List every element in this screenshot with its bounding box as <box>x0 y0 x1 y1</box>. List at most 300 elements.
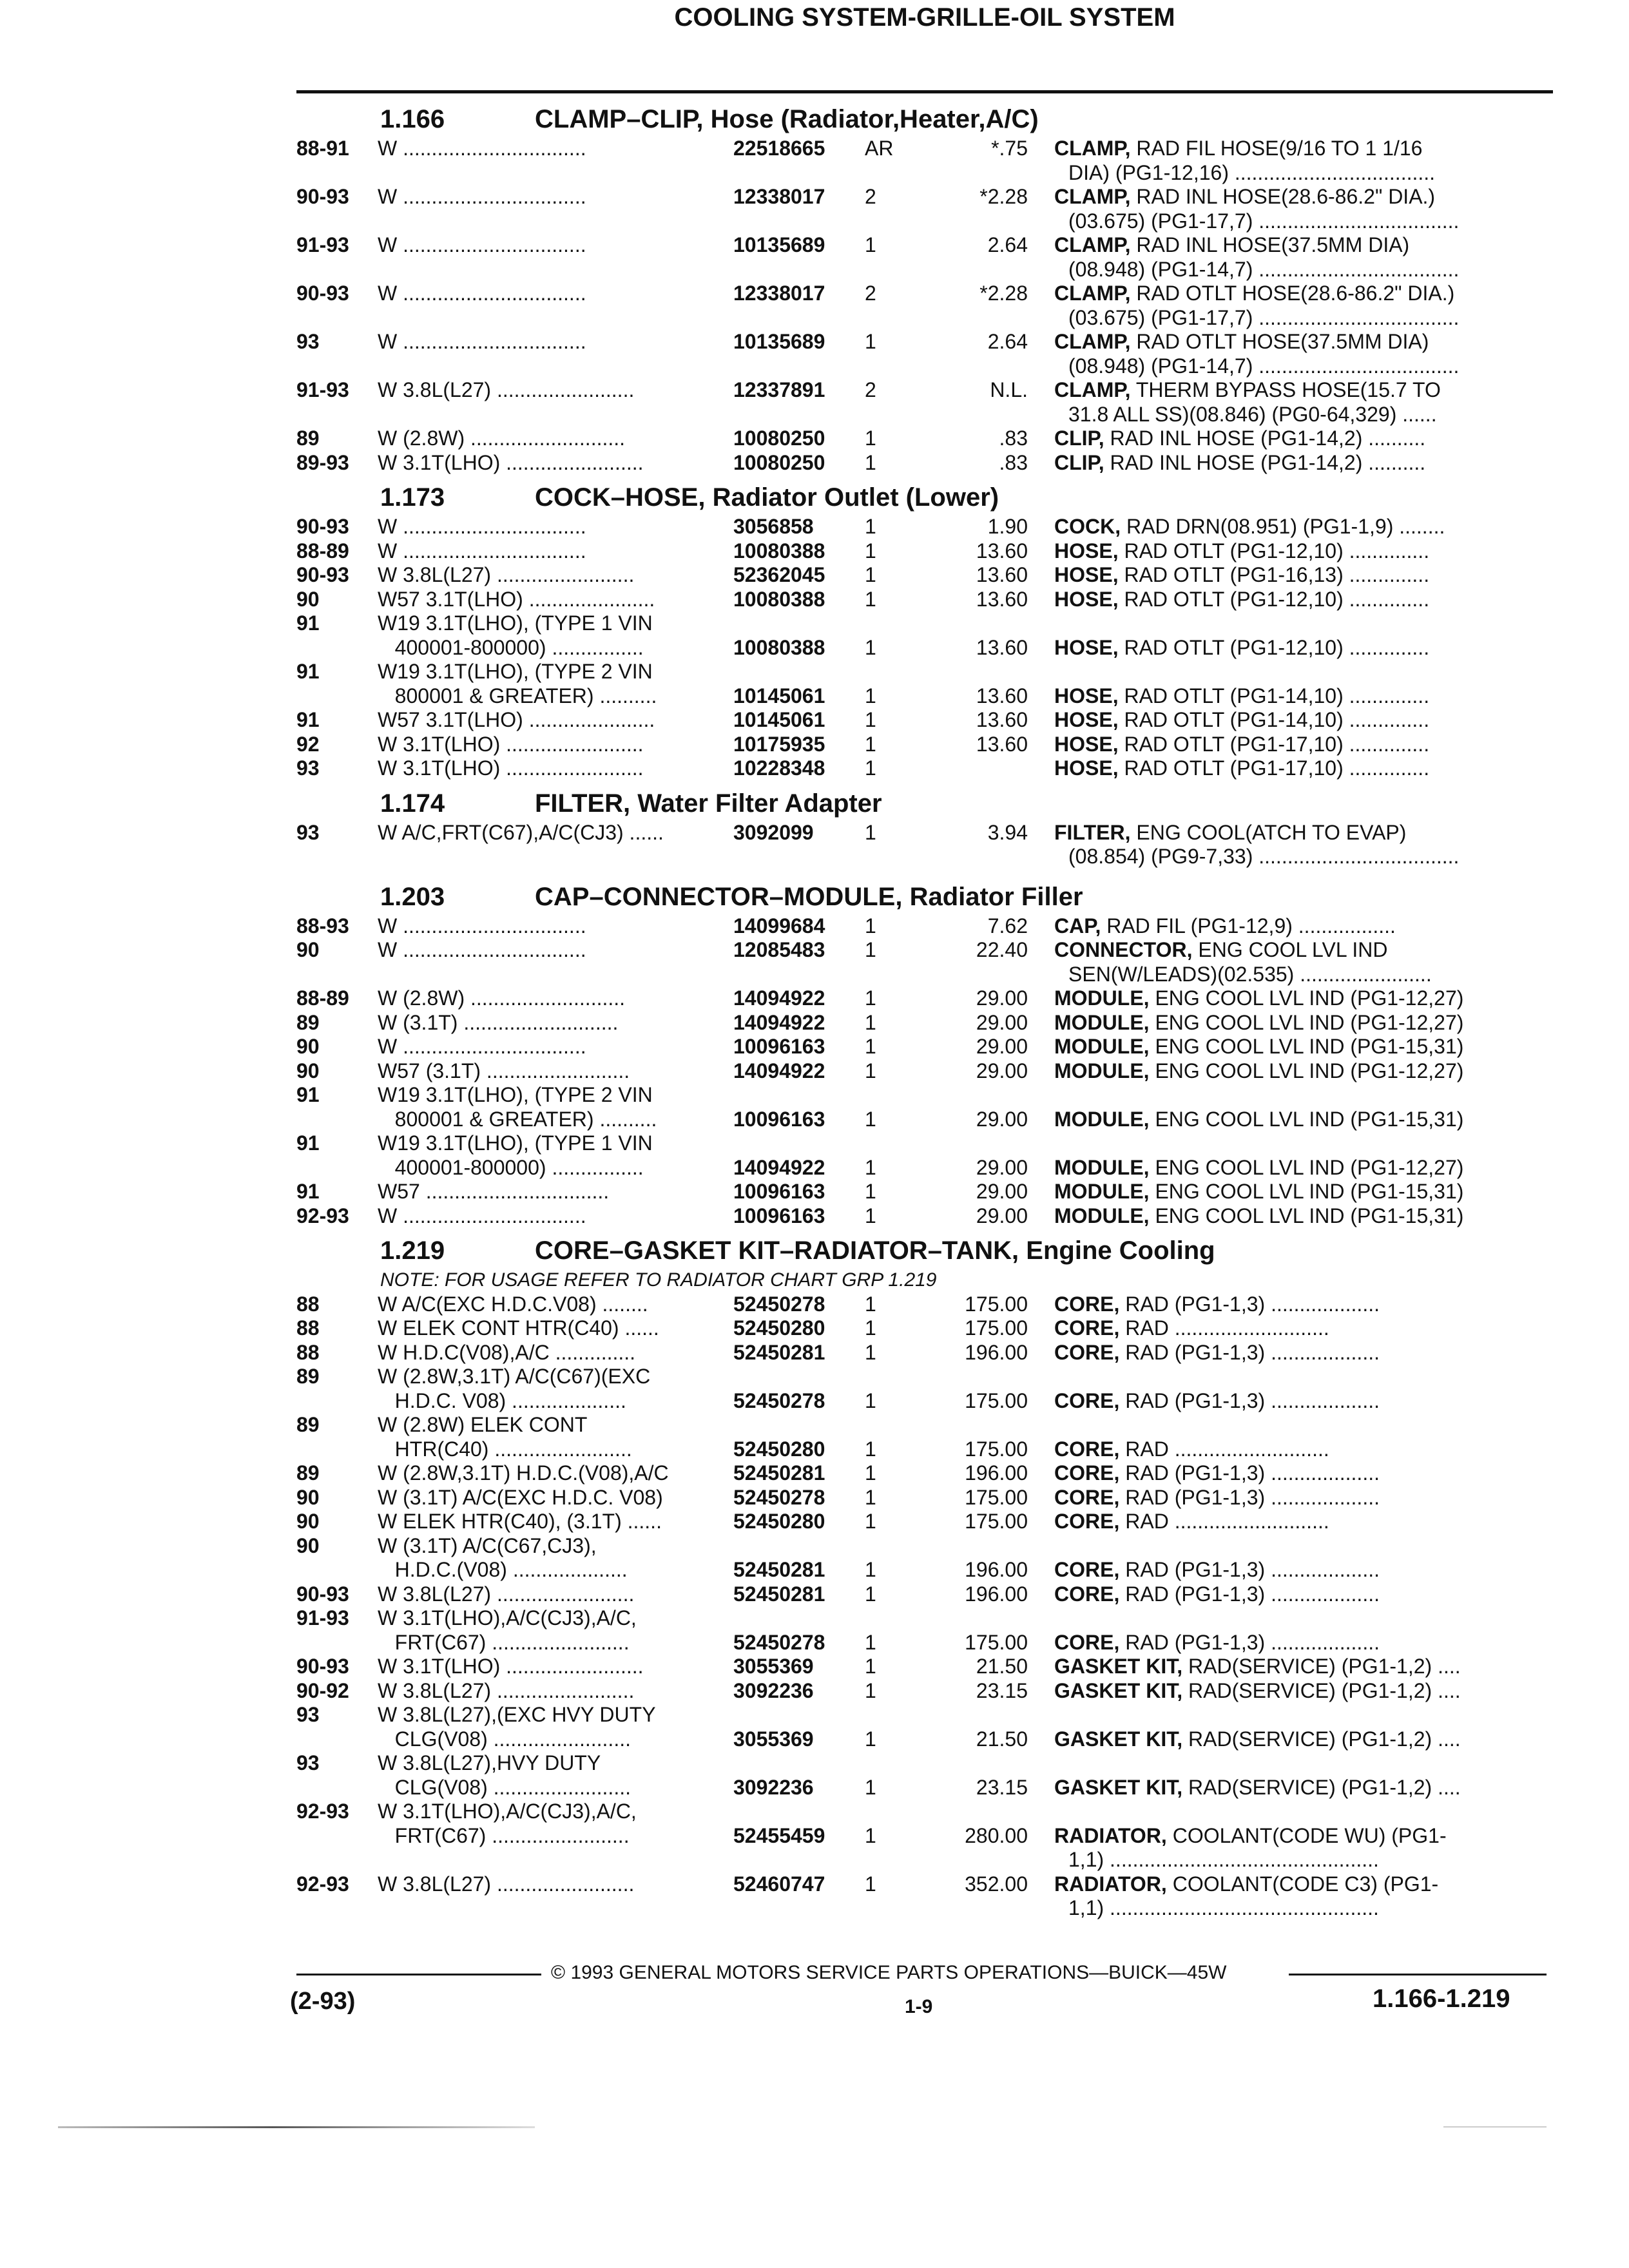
model-application: W (3.1T) A/C(EXC H.D.C. V08) <box>378 1485 663 1509</box>
footer-rule-left <box>296 1974 541 1975</box>
model-application: W 3.1T(LHO) ........................ <box>378 1655 644 1678</box>
part-row <box>0 1293 1629 1317</box>
model-years: 88 <box>296 1316 320 1340</box>
part-name: MODULE, <box>1054 1107 1150 1131</box>
price: 175.00 <box>965 1389 1028 1412</box>
part-name: MODULE, <box>1054 1010 1150 1034</box>
revision-date: (2-93) <box>290 1988 356 2015</box>
part-detail: RAD(SERVICE) (PG1-1,2) .... <box>1188 1655 1461 1678</box>
part-number: 10080250 <box>733 450 825 474</box>
part-description <box>1054 403 1532 427</box>
model-application: W 3.1T(LHO) ........................ <box>378 756 644 780</box>
model-years: 90-93 <box>296 1655 349 1678</box>
part-description <box>1054 1727 1518 1752</box>
part-detail: ENG COOL LVL IND (PG1-12,27) <box>1155 986 1464 1010</box>
part-row <box>0 588 1629 612</box>
model-years: 90 <box>296 1485 320 1509</box>
quantity: 1 <box>865 1204 876 1227</box>
quantity: 1 <box>865 1035 876 1058</box>
price: 2.64 <box>987 233 1028 256</box>
model-application: W H.D.C(V08),A/C .............. <box>378 1340 636 1364</box>
part-row <box>0 282 1629 306</box>
part-name: MODULE, <box>1054 1155 1150 1179</box>
model-years: 89 <box>296 1010 320 1034</box>
quantity: 1 <box>865 563 876 586</box>
part-number: 12085483 <box>733 938 825 961</box>
part-name: MODULE, <box>1054 986 1150 1010</box>
part-detail: RAD OTLT (PG1-12,10) .............. <box>1124 587 1430 611</box>
price: 13.60 <box>976 684 1028 707</box>
part-detail: ENG COOL LVL IND <box>1198 938 1388 961</box>
section-title <box>535 102 1039 137</box>
model-years: 90 <box>296 1533 320 1557</box>
part-detail: RAD INL HOSE(37.5MM DIA) <box>1136 233 1410 256</box>
part-number: 10145061 <box>733 708 825 731</box>
part-name: CORE, <box>1054 1292 1120 1316</box>
quantity: 1 <box>865 1510 876 1533</box>
part-name: CORE, <box>1054 1582 1120 1606</box>
part-row <box>0 1606 1629 1631</box>
model-years: 91 <box>296 708 320 731</box>
part-description <box>1054 1510 1518 1534</box>
price: 29.00 <box>976 1155 1028 1179</box>
price: 29.00 <box>976 1107 1028 1131</box>
part-name: CORE, <box>1054 1630 1120 1654</box>
part-detail: ENG COOL LVL IND (PG1-12,27) <box>1155 1010 1464 1034</box>
group-range: 1.166-1.219 <box>1373 1984 1510 2013</box>
part-row <box>0 938 1629 963</box>
part-row <box>0 1800 1629 1824</box>
part-row <box>0 1180 1629 1204</box>
part-name: HOSE, <box>1054 539 1119 562</box>
part-name: MODULE, <box>1054 1059 1150 1082</box>
quantity: 1 <box>865 820 876 844</box>
part-number: 3055369 <box>733 1655 814 1678</box>
part-number: 10096163 <box>733 1204 825 1227</box>
part-row <box>0 1341 1629 1365</box>
part-row <box>0 185 1629 209</box>
quantity: 1 <box>865 1107 876 1131</box>
parts-listing <box>0 102 1629 1921</box>
part-row <box>0 330 1629 354</box>
part-detail: (03.675) (PG1-17,7) ................................... <box>1068 209 1460 233</box>
part-detail: ENG COOL LVL IND (PG1-12,27) <box>1155 1155 1464 1179</box>
part-detail: RAD(SERVICE) (PG1-1,2) .... <box>1188 1678 1461 1702</box>
section-title-keyword: CORE–GASKET KIT–RADIATOR–TANK, <box>535 1236 1019 1265</box>
usage-note-text: NOTE: FOR USAGE REFER TO RADIATOR CHART GRP 1.219 <box>380 1269 937 1291</box>
part-name: CORE, <box>1054 1461 1120 1485</box>
part-detail: RAD DRN(08.951) (PG1-1,9) ........ <box>1126 515 1445 538</box>
model-years: 91 <box>296 1180 320 1203</box>
quantity: 1 <box>865 1558 876 1581</box>
price: 13.60 <box>976 587 1028 611</box>
model-application: W ................................ <box>378 330 586 353</box>
part-row <box>0 1751 1629 1776</box>
part-row <box>0 1035 1629 1059</box>
price: .83 <box>999 450 1028 474</box>
model-years: 91 <box>296 660 320 683</box>
part-description <box>1054 986 1518 1011</box>
part-number: 10175935 <box>733 732 825 756</box>
part-detail: RAD ........................... <box>1125 1437 1329 1461</box>
part-number: 52362045 <box>733 563 825 586</box>
part-detail: RAD FIL HOSE(9/16 TO 1 1/16 <box>1136 137 1423 160</box>
part-description <box>1054 733 1518 757</box>
quantity: AR <box>865 137 894 160</box>
part-description <box>1054 427 1518 451</box>
model-years: 90-93 <box>296 563 349 586</box>
model-application: W (2.8W,3.1T) H.D.C.(V08),A/C <box>378 1461 669 1485</box>
model-application: 400001-800000) ................ <box>378 1155 644 1179</box>
part-row <box>0 1059 1629 1084</box>
part-name: GASKET KIT, <box>1054 1655 1183 1678</box>
section-title <box>535 1233 1215 1268</box>
model-years: 92 <box>296 732 320 756</box>
part-number: 12338017 <box>733 185 825 208</box>
part-detail: COOLANT(CODE WU) (PG1- <box>1172 1823 1447 1847</box>
model-years: 93 <box>296 820 320 844</box>
model-application: W57 3.1T(LHO) ...................... <box>378 587 655 611</box>
section-title <box>535 879 1083 914</box>
part-description <box>1054 1389 1518 1414</box>
part-row <box>0 733 1629 757</box>
quantity: 1 <box>865 1485 876 1509</box>
part-number: 22518665 <box>733 137 825 160</box>
quantity: 1 <box>865 1010 876 1034</box>
model-years: 89-93 <box>296 450 349 474</box>
model-application: W57 ................................ <box>378 1180 610 1203</box>
part-row <box>0 1848 1629 1872</box>
part-row <box>0 563 1629 588</box>
model-years: 88-89 <box>296 539 349 562</box>
part-number: 52460747 <box>733 1872 825 1896</box>
part-number: 52450281 <box>733 1582 825 1606</box>
quantity: 1 <box>865 1655 876 1678</box>
model-application: W ................................ <box>378 539 586 562</box>
part-description <box>1054 1776 1518 1800</box>
part-row <box>0 1534 1629 1559</box>
model-application: W 3.8L(L27) ........................ <box>378 1582 635 1606</box>
part-name: GASKET KIT, <box>1054 1775 1183 1799</box>
part-detail: RAD OTLT HOSE(37.5MM DIA) <box>1136 330 1429 353</box>
part-name: CORE, <box>1054 1485 1120 1509</box>
part-detail: COOLANT(CODE C3) (PG1- <box>1172 1872 1439 1896</box>
part-row <box>0 1510 1629 1534</box>
copyright-notice: © 1993 GENERAL MOTORS SERVICE PARTS OPERATIONS—BUICK—45W <box>551 1962 1227 1983</box>
part-description <box>1054 233 1518 258</box>
part-name: MODULE, <box>1054 1180 1150 1203</box>
part-name: GASKET KIT, <box>1054 1678 1183 1702</box>
part-number: 10096163 <box>733 1035 825 1058</box>
part-number: 12337891 <box>733 378 825 401</box>
model-application: W (2.8W) ........................... <box>378 427 626 450</box>
part-number: 10135689 <box>733 330 825 353</box>
model-application: W19 3.1T(LHO), (TYPE 1 VIN <box>378 1131 653 1155</box>
model-years: 90-92 <box>296 1678 349 1702</box>
part-detail: RAD INL HOSE (PG1-14,2) .......... <box>1110 450 1426 474</box>
part-description <box>1054 1582 1518 1607</box>
model-application: W ................................ <box>378 233 586 256</box>
model-application: W ELEK CONT HTR(C40) ...... <box>378 1316 659 1340</box>
part-description <box>1054 1558 1518 1582</box>
part-detail: 31.8 ALL SS)(08.846) (PG0-64,329) ...... <box>1068 402 1437 426</box>
part-detail: (08.948) (PG1-14,7) ................................... <box>1068 354 1460 378</box>
price: 175.00 <box>965 1510 1028 1533</box>
part-name: MODULE, <box>1054 1035 1150 1058</box>
price: 29.00 <box>976 1059 1028 1082</box>
part-description <box>1054 914 1518 939</box>
part-detail: ENG COOL LVL IND (PG1-15,31) <box>1155 1180 1464 1203</box>
part-number: 14094922 <box>733 1059 825 1082</box>
part-row <box>0 611 1629 636</box>
part-detail: RAD OTLT (PG1-17,10) .............. <box>1124 756 1430 780</box>
part-name: CLAMP, <box>1054 233 1131 256</box>
part-number: 52450281 <box>733 1340 825 1364</box>
model-years: 90 <box>296 1510 320 1533</box>
model-years: 88 <box>296 1292 320 1316</box>
price: 29.00 <box>976 1204 1028 1227</box>
price: 2.64 <box>987 330 1028 353</box>
model-years: 89 <box>296 1365 320 1388</box>
footer-rule-right <box>1289 1974 1547 1975</box>
part-description <box>1054 1824 1518 1849</box>
quantity: 1 <box>865 708 876 731</box>
quantity: 1 <box>865 635 876 659</box>
model-years: 90-93 <box>296 282 349 305</box>
part-detail: RAD (PG1-1,3) ................... <box>1125 1340 1380 1364</box>
model-application: H.D.C.(V08) .................... <box>378 1558 628 1581</box>
part-description <box>1054 378 1518 403</box>
part-row <box>0 137 1629 161</box>
part-detail: RAD (PG1-1,3) ................... <box>1125 1292 1380 1316</box>
part-row <box>0 1703 1629 1727</box>
part-detail: DIA) (PG1-12,16) ................................... <box>1068 160 1436 184</box>
section-title-keyword: CAP–CONNECTOR–MODULE, <box>535 882 903 911</box>
part-row <box>0 660 1629 684</box>
part-detail: RAD (PG1-1,3) ................... <box>1125 1582 1380 1606</box>
quantity: 1 <box>865 1180 876 1203</box>
usage-note <box>0 1268 1629 1293</box>
part-name: CLIP, <box>1054 427 1104 450</box>
model-application: CLG(V08) ........................ <box>378 1775 631 1799</box>
model-application: W 3.8L(L27),HVY DUTY <box>378 1751 601 1774</box>
part-detail: RAD OTLT (PG1-14,10) .............. <box>1124 708 1430 731</box>
model-application: W ELEK HTR(C40), (3.1T) ...... <box>378 1510 662 1533</box>
part-name: CORE, <box>1054 1316 1120 1340</box>
part-name: CORE, <box>1054 1389 1120 1412</box>
part-detail: RAD (PG1-1,3) ................... <box>1125 1389 1380 1412</box>
part-name: CONNECTOR, <box>1054 938 1193 961</box>
page-title: COOLING SYSTEM-GRILLE-OIL SYSTEM <box>674 3 1175 32</box>
part-detail: ENG COOL(ATCH TO EVAP) <box>1136 820 1407 844</box>
model-years: 88-91 <box>296 137 349 160</box>
part-row <box>0 1108 1629 1132</box>
model-application: W 3.1T(LHO),A/C(CJ3),A/C, <box>378 1800 637 1823</box>
part-detail: RAD OTLT (PG1-17,10) .............. <box>1124 732 1430 756</box>
price: *2.28 <box>979 282 1028 305</box>
model-application: W A/C,FRT(C67),A/C(CJ3) ...... <box>378 820 664 844</box>
part-detail: RAD FIL (PG1-12,9) ................. <box>1106 914 1396 937</box>
model-application: W ................................ <box>378 515 586 538</box>
part-description <box>1054 451 1518 476</box>
price: 13.60 <box>976 732 1028 756</box>
part-description <box>1054 161 1532 186</box>
section-title-desc: Radiator Outlet (Lower) <box>712 483 999 512</box>
part-description <box>1054 1341 1518 1365</box>
part-row <box>0 378 1629 403</box>
part-description <box>1054 938 1518 963</box>
part-name: CLAMP, <box>1054 378 1131 401</box>
part-number: 14094922 <box>733 1010 825 1034</box>
part-row <box>0 233 1629 258</box>
part-detail: RAD INL HOSE (PG1-14,2) .......... <box>1110 427 1426 450</box>
quantity: 1 <box>865 1727 876 1751</box>
section-header <box>0 480 1629 515</box>
price: 21.50 <box>976 1727 1028 1751</box>
part-number: 52450281 <box>733 1461 825 1485</box>
model-application: W ................................ <box>378 282 586 305</box>
quantity: 1 <box>865 1775 876 1799</box>
part-detail: RAD ........................... <box>1125 1316 1329 1340</box>
model-years: 93 <box>296 1703 320 1726</box>
part-name: HOSE, <box>1054 684 1119 707</box>
model-years: 92-93 <box>296 1204 349 1227</box>
price: 1.90 <box>987 515 1028 538</box>
quantity: 1 <box>865 1678 876 1702</box>
model-application: W (3.1T) A/C(C67,CJ3), <box>378 1533 597 1557</box>
model-years: 90 <box>296 1035 320 1058</box>
model-application: W 3.1T(LHO),A/C(CJ3),A/C, <box>378 1606 637 1629</box>
model-application: W57 3.1T(LHO) ...................... <box>378 708 655 731</box>
model-application: 800001 & GREATER) .......... <box>378 1107 657 1131</box>
price: 13.60 <box>976 708 1028 731</box>
part-row <box>0 963 1629 987</box>
model-application: W ................................ <box>378 1204 586 1227</box>
part-description <box>1054 1679 1518 1704</box>
model-application: W A/C(EXC H.D.C.V08) ........ <box>378 1292 648 1316</box>
model-application: W 3.8L(L27) ........................ <box>378 378 635 401</box>
model-years: 92-93 <box>296 1872 349 1896</box>
part-detail: 1,1) ............................................... <box>1068 1896 1379 1919</box>
price: 280.00 <box>965 1823 1028 1847</box>
quantity: 1 <box>865 539 876 562</box>
model-years: 90 <box>296 938 320 961</box>
quantity: 1 <box>865 1316 876 1340</box>
model-application: W 3.1T(LHO) ........................ <box>378 732 644 756</box>
price: 29.00 <box>976 1010 1028 1034</box>
part-row <box>0 1486 1629 1510</box>
part-description <box>1054 1872 1518 1897</box>
part-detail: ENG COOL LVL IND (PG1-12,27) <box>1155 1059 1464 1082</box>
section-title-desc: Hose (Radiator,Heater,A/C) <box>710 105 1039 133</box>
model-years: 89 <box>296 1461 320 1485</box>
price: 29.00 <box>976 1180 1028 1203</box>
section-number: 1.219 <box>380 1236 445 1265</box>
part-name: CORE, <box>1054 1437 1120 1461</box>
part-description <box>1054 1631 1518 1655</box>
part-number: 3055369 <box>733 1727 814 1751</box>
part-row <box>0 1413 1629 1437</box>
quantity: 1 <box>865 1630 876 1654</box>
part-name: HOSE, <box>1054 732 1119 756</box>
part-number: 52450280 <box>733 1316 825 1340</box>
model-years: 91 <box>296 1131 320 1155</box>
section-title-keyword: COCK–HOSE, <box>535 483 706 512</box>
price: 3.94 <box>987 820 1028 844</box>
part-row <box>0 1204 1629 1229</box>
model-years: 91-93 <box>296 233 349 256</box>
section-number: 1.203 <box>380 882 445 911</box>
quantity: 1 <box>865 1437 876 1461</box>
price: *.75 <box>991 137 1028 160</box>
price: 175.00 <box>965 1316 1028 1340</box>
price: 352.00 <box>965 1872 1028 1896</box>
part-row <box>0 1727 1629 1752</box>
section-title-keyword: CLAMP–CLIP, <box>535 105 704 133</box>
part-row <box>0 1679 1629 1704</box>
part-description <box>1054 1011 1518 1035</box>
part-detail: RAD ........................... <box>1125 1510 1329 1533</box>
part-number: 52455459 <box>733 1823 825 1847</box>
section-header <box>0 1233 1629 1268</box>
part-description <box>1054 708 1518 733</box>
model-years: 93 <box>296 330 320 353</box>
part-description <box>1054 1316 1518 1341</box>
part-description <box>1054 354 1532 379</box>
part-detail: RAD (PG1-1,3) ................... <box>1125 1485 1380 1509</box>
section-title <box>535 786 882 821</box>
part-detail: RAD OTLT (PG1-12,10) .............. <box>1124 635 1430 659</box>
part-number: 10096163 <box>733 1180 825 1203</box>
part-detail: RAD(SERVICE) (PG1-1,2) .... <box>1188 1775 1461 1799</box>
part-detail: 1,1) ............................................... <box>1068 1848 1379 1871</box>
part-name: FILTER, <box>1054 820 1131 844</box>
model-application: 800001 & GREATER) .......... <box>378 684 657 707</box>
part-row <box>0 636 1629 660</box>
part-number: 52450278 <box>733 1292 825 1316</box>
part-row <box>0 1131 1629 1156</box>
part-name: HOSE, <box>1054 635 1119 659</box>
price: N.L. <box>990 378 1028 401</box>
quantity: 1 <box>865 914 876 937</box>
part-description <box>1054 1486 1518 1510</box>
part-name: HOSE, <box>1054 587 1119 611</box>
part-row <box>0 1558 1629 1582</box>
part-number: 10080250 <box>733 427 825 450</box>
part-number: 12338017 <box>733 282 825 305</box>
part-name: CORE, <box>1054 1558 1120 1581</box>
section-number: 1.166 <box>380 105 445 133</box>
model-application: H.D.C. V08) .................... <box>378 1389 626 1412</box>
part-description <box>1054 1293 1518 1317</box>
quantity: 1 <box>865 515 876 538</box>
part-description <box>1054 636 1518 660</box>
price: 29.00 <box>976 1035 1028 1058</box>
part-number: 3092236 <box>733 1678 814 1702</box>
price: 29.00 <box>976 986 1028 1010</box>
part-detail: (03.675) (PG1-17,7) ................................... <box>1068 305 1460 329</box>
quantity: 1 <box>865 1155 876 1179</box>
part-name: RADIATOR, <box>1054 1872 1167 1896</box>
model-years: 88 <box>296 1340 320 1364</box>
model-application: W 3.1T(LHO) ........................ <box>378 450 644 474</box>
part-name: MODULE, <box>1054 1204 1150 1227</box>
model-application: W19 3.1T(LHO), (TYPE 2 VIN <box>378 1083 653 1106</box>
part-description <box>1054 1437 1518 1462</box>
part-detail: RAD OTLT (PG1-12,10) .............. <box>1124 539 1430 562</box>
part-description <box>1054 563 1518 588</box>
quantity: 1 <box>865 427 876 450</box>
